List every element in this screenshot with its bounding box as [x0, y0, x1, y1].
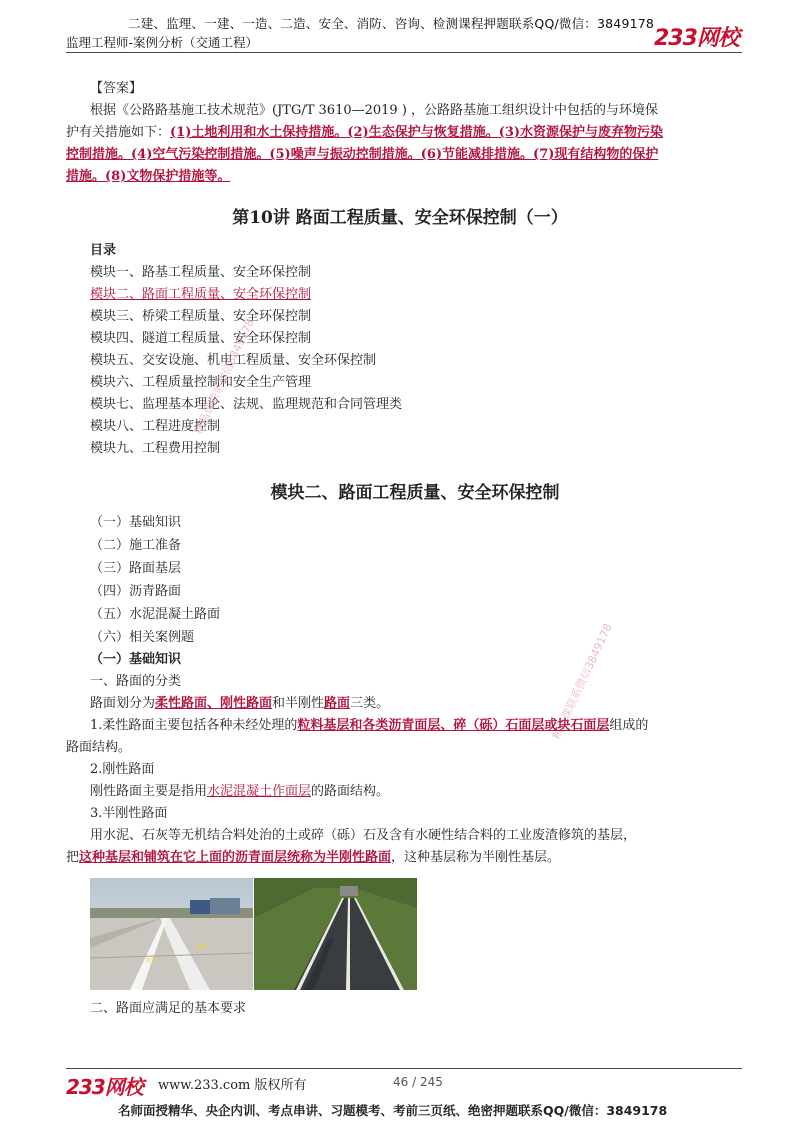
section-item: （二）施工准备 [90, 538, 182, 553]
cls-highlight: 柔性路面、刚性路面 [155, 696, 273, 711]
photo-label-a: 刚性 [146, 958, 157, 964]
photo-label-b: 路面 [198, 944, 209, 950]
module-title: 模块二、路面工程质量、安全环保控制 [270, 483, 560, 503]
heading-requirements: 二、路面应满足的基本要求 [90, 1001, 247, 1016]
section-item: （五）水泥混凝土路面 [90, 607, 221, 622]
toc-item[interactable]: 模块四、隧道工程质量、安全环保控制 [90, 331, 312, 346]
heading-classification: 一、路面的分类 [90, 674, 182, 689]
header-logo: 233网校 [654, 26, 739, 51]
answer-line3 [66, 144, 658, 166]
toc-item[interactable]: 模块八、工程进度控制 [90, 419, 221, 434]
watermark: 精品课联系微信3849178 [191, 316, 257, 437]
toc-item[interactable]: 模块七、监理基本理论、法规、监理规范和合同管理类 [90, 397, 403, 412]
answer-line3-measures: 控制措施。(4)空气污染控制措施。(5)噪声与振动控制措施。(6)节能减排措施。(7)现有结构物的保护 [66, 147, 659, 162]
page-number: 46 / 245 [393, 1075, 443, 1089]
semi-highlight: 这种基层和铺筑在它上面的沥青面层统称为半刚性路面 [79, 850, 392, 865]
cls-prefix: 路面划分为 [90, 696, 156, 711]
rigid-pavement-photo [90, 878, 253, 990]
answer-line2-measures: (1)土地利用和水土保持措施。(2)生态保护与恢复措施。(3)水资源保护与废弃物污染 [170, 125, 664, 140]
semi-line2 [66, 847, 560, 869]
toc-item-current[interactable]: 模块二、路面工程质量、安全环保控制 [90, 287, 312, 302]
answer-line4-measures: 措施。(8)文物保护措施等。 [66, 169, 231, 184]
answer-line4 [66, 166, 230, 188]
rigid-line [90, 781, 389, 803]
semi-suffix: ，这种基层称为半刚性基层。 [391, 850, 561, 865]
toc-item[interactable]: 模块六、工程质量控制和安全生产管理 [90, 375, 312, 390]
rigid-suffix: 的路面结构。 [311, 784, 390, 799]
toc-item[interactable]: 模块一、路基工程质量、安全环保控制 [90, 265, 312, 280]
semi-line1: 用水泥、石灰等无机结合料处治的土或碎（砾）石及含有水硬性结合料的工业废渣修筑的基层， [90, 828, 637, 843]
flexible-line2: 路面结构。 [66, 740, 132, 755]
section-item: （一）基础知识 [90, 515, 182, 530]
footer-promo: 名师面授精华、央企内训、考点串讲、习题模考、考前三页纸、绝密押题联系QQ/微信：3849178 [118, 1103, 668, 1118]
asphalt-pavement-photo [254, 878, 417, 990]
header-divider [66, 52, 742, 53]
answer-line2-prefix: 护有关措施如下： [66, 125, 171, 140]
flexible-line [90, 715, 648, 737]
rigid-prefix: 刚性路面主要是指用 [90, 784, 208, 799]
classification-line [90, 693, 389, 715]
sec1-title: （一）基础知识 [90, 652, 182, 667]
section-item: （六）相关案例题 [90, 630, 195, 645]
toc-item[interactable]: 模块九、工程费用控制 [90, 441, 221, 456]
cls-highlight-2: 路面 [324, 696, 351, 711]
answer-label: 【答案】 [90, 81, 143, 96]
toc-item[interactable]: 模块五、交安设施、机电工程质量、安全环保控制 [90, 353, 377, 368]
header-subtitle: 监理工程师-案例分析（交通工程） [66, 35, 259, 50]
answer-line2 [66, 122, 663, 144]
rigid-highlight: 水泥混凝土作面层 [207, 784, 312, 799]
watermark: 精品课联系微信3849178 [549, 621, 615, 742]
rigid-title: 2.刚性路面 [90, 762, 155, 777]
footer-copyright: www.233.com 版权所有 [158, 1078, 307, 1093]
toc-item[interactable]: 模块三、桥梁工程质量、安全环保控制 [90, 309, 312, 324]
semi-prefix: 把 [66, 850, 80, 865]
cls-mid: 和半刚性 [272, 696, 325, 711]
footer-divider [66, 1068, 742, 1069]
lecture-title: 第10讲 路面工程质量、安全环保控制（一） [232, 208, 568, 228]
footer-logo: 233网校 [66, 1075, 143, 1099]
toc-heading: 目录 [90, 243, 117, 258]
flex-suffix: 组成的 [609, 718, 649, 733]
answer-intro: 根据《公路路基施工技术规范》(JTG/T 3610—2019 ) ，公路路基施工组织设计中包括的与环境保 [90, 103, 659, 118]
section-item: （三）路面基层 [90, 561, 182, 576]
cls-suffix: 三类。 [350, 696, 390, 711]
flex-highlight: 粒料基层和各类沥青面层、碎（砾）石面层或块石面层 [297, 718, 610, 733]
header-promo: 二建、监理、一建、一造、二造、安全、消防、咨询、检测课程押题联系QQ/微信：3849178 [128, 16, 655, 31]
semi-title: 3.半刚性路面 [90, 806, 168, 821]
section-item: （四）沥青路面 [90, 584, 182, 599]
flex-prefix: 1.柔性路面主要包括各种未经处理的 [90, 718, 298, 733]
